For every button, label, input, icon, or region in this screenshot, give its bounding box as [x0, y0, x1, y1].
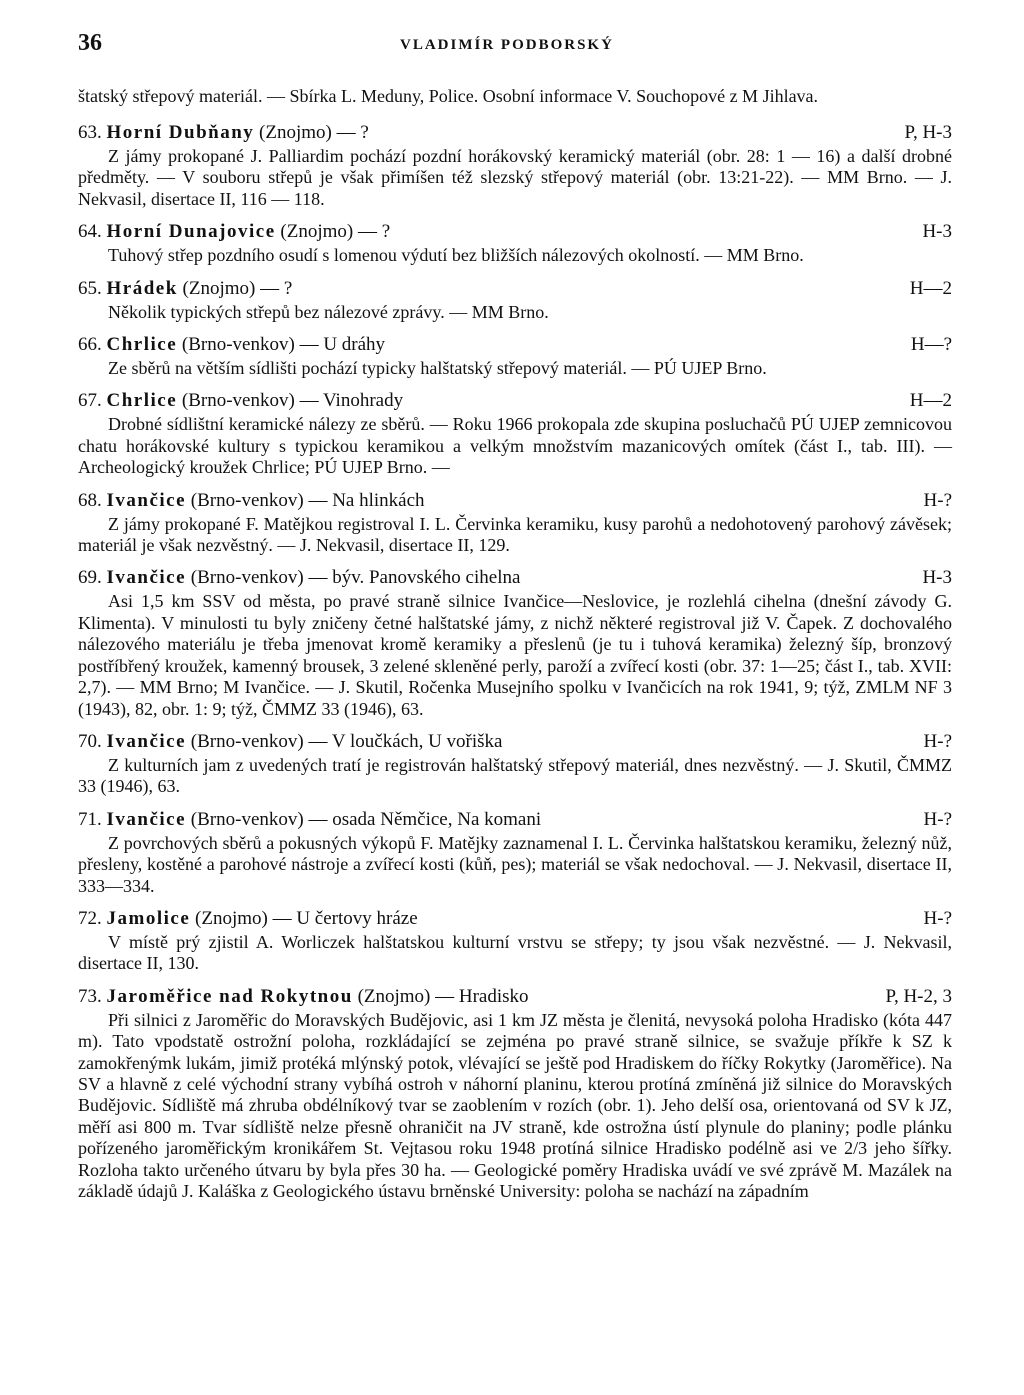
- entry-number: 64.: [78, 221, 107, 243]
- entry-heading: [78, 122, 952, 144]
- entry-location: (Brno-venkov) — V loučkách, U vořiška: [186, 730, 503, 752]
- entry-place: Jamolice: [106, 907, 191, 929]
- catalogue-entry: [78, 221, 952, 266]
- entry-text: Několik typických střepů bez nálezové zprávy. — MM Brno.: [108, 301, 549, 322]
- entry-location: (Znojmo) — ?: [254, 122, 369, 143]
- entry-text: Ze sběrů na větším sídlišti pochází typicky halštatský střepový materiál. — PÚ UJEP Brno.: [108, 358, 767, 379]
- entry-number: 69.: [78, 567, 107, 589]
- catalogue-entry: [78, 986, 952, 1203]
- entry-location: (Brno-venkov) — Vinohrady: [177, 390, 404, 412]
- entry-location: (Brno-venkov) — Na hlinkách: [186, 489, 425, 511]
- entry-code: H—2: [909, 390, 952, 412]
- entry-code: H—?: [910, 334, 952, 356]
- entry-place: Horní Dubňany: [106, 122, 255, 143]
- entry-number: 66.: [78, 334, 107, 356]
- entry-number: 70.: [78, 730, 107, 752]
- entry-location: (Brno-venkov) — osada Němčice, Na komani: [186, 808, 542, 830]
- entry-text: Při silnici z Jaroměřic do Moravských Budějovic, asi 1 km JZ města je členitá, nevysoká poloha Hradisko (kóta 447 m). Tato vpodstatě ostrožní poloha, rozkládající se zejména po pravé straně silnice, se svažuje příkře k SZ k zamokřenýmk lukám, jimiž protéká mlýnský potok, vlévající se ještě pod Hradiskem do říčky Rokytky (Jaroměřice). Na SV a hlavně z celé východní strany vybíhá ostroh v náhorní planinu, kterou protíná zmíněná již silnice do Moravských Budějovic. Sídliště má zhruba obdélníkový tvar se zaoblením v rozích (obr. 1). Jeho delší osa, orientovaná od SV k JZ, měří asi 800 m. Tvar sídliště nelze přesně ohraničit na JV straně, kde ostrožna ústí plynule do planiny; podle plánku pořízeného jaroměřickým kronikářem St. Vejtasou roku 1948 protíná silnice Hradisko podélně asi ve 2/3 jeho šířky. Rozloha takto určeného útvaru by byla přes 30 ha. — Geologické poměry Hradiska uvádí ve své zprávě M. Mazálek na základě údajů J. Kaláška z Geologického ústavu brněnské University: poloha se nachází na západním: [78, 1009, 952, 1201]
- entry-title: [78, 986, 529, 1008]
- entry-code: H-?: [923, 489, 952, 511]
- entry-number: 68.: [78, 489, 107, 511]
- entry-title: [78, 334, 385, 356]
- entry-number: 72.: [78, 907, 107, 929]
- catalogue-entry: [78, 490, 952, 557]
- entry-place: Horní Dunajovice: [106, 221, 276, 243]
- entry-code: H-?: [923, 808, 952, 830]
- entry-title: [78, 221, 390, 243]
- entry-code: H—2: [909, 277, 952, 299]
- entry-code: H-?: [923, 730, 952, 752]
- entry-title: [78, 908, 418, 930]
- entry-place: Jaroměřice nad Rokytnou: [106, 985, 353, 1007]
- entry-code: H-3: [922, 221, 952, 243]
- entry-location: (Brno-venkov) — býv. Panovského cihelna: [186, 567, 521, 589]
- entry-title: [78, 809, 541, 831]
- entry-place: Ivančice: [106, 567, 187, 589]
- entry-text: Z jámy prokopané J. Palliardim pochází pozdní horákovský keramický materiál (obr. 28: 1 — 16) a další drobné předměty. — V souboru střepů je však přimíšen též slezský střepový materiál (obr. 13:21-22). — MM Brno. — J. Nekvasil, disertace II, 116 — 118.: [78, 146, 952, 209]
- catalogue-entry: [78, 809, 952, 897]
- page-content: [78, 86, 952, 1213]
- entry-title: [78, 567, 520, 589]
- entry-location: (Znojmo) — ?: [177, 277, 293, 299]
- entry-heading: [78, 390, 952, 412]
- entry-heading: [78, 490, 952, 512]
- entry-text: Z kulturních jam z uvedených tratí je registrován halštatský střepový materiál, dnes nezvěstný. — J. Skutil, ČMMZ 33 (1946), 63.: [78, 754, 952, 797]
- entry-list: [78, 122, 952, 1202]
- entry-place: Chrlice: [106, 334, 178, 356]
- entry-number: 67.: [78, 390, 107, 412]
- entry-number: 73.: [78, 985, 107, 1007]
- entry-location: (Brno-venkov) — U dráhy: [177, 334, 386, 356]
- entry-title: [78, 390, 403, 412]
- catalogue-entry: [78, 908, 952, 975]
- entry-heading: [78, 278, 952, 300]
- entry-location: (Znojmo) — U čertovy hráze: [190, 907, 418, 929]
- entry-title: [78, 731, 502, 753]
- intro-paragraph: štatský střepový materiál. — Sbírka L. Meduny, Police. Osobní informace V. Souchopové z M Jihlava.: [78, 86, 819, 106]
- entry-text: Z povrchových sběrů a pokusných výkopů F. Matějky zaznamenal I. L. Červinka halštatskou keramiku, železný nůž, přesleny, kostěné a parohové nástroje a zvířecí kosti (kůň, pes); materiál se však nedochoval. — J. Nekvasil, disertace II, 333—334.: [78, 832, 952, 896]
- entry-text: Drobné sídlištní keramické nálezy ze sběrů. — Roku 1966 prokopala zde skupina posluchačů PÚ UJEP zemnicovou chatu horákovské kultury s typickou keramikou a velkým množstvím mazanicových omítek (část I., tab. III). — Archeologický kroužek Chrlice; PÚ UJEP Brno. —: [78, 414, 952, 478]
- entry-heading: [78, 809, 952, 831]
- entry-code: H-?: [923, 907, 952, 929]
- entry-heading: [78, 908, 952, 930]
- entry-heading: [78, 986, 952, 1008]
- entry-place: Ivančice: [106, 730, 187, 752]
- entry-heading: [78, 567, 952, 589]
- catalogue-entry: [78, 390, 952, 478]
- entry-place: Hrádek: [106, 277, 178, 299]
- page-header: [78, 30, 952, 64]
- running-head: VLADIMÍR PODBORSKÝ: [400, 37, 614, 53]
- entry-code: H-3: [922, 567, 952, 589]
- entry-place: Ivančice: [106, 489, 187, 511]
- entry-title: [78, 490, 425, 512]
- entry-location: (Znojmo) — ?: [275, 221, 391, 243]
- catalogue-entry: [78, 567, 952, 719]
- page-number: 36: [78, 30, 102, 56]
- entry-code: P, H-2, 3: [885, 985, 952, 1007]
- catalogue-entry: [78, 334, 952, 379]
- entry-place: Chrlice: [106, 390, 178, 412]
- entry-heading: [78, 334, 952, 356]
- entry-heading: [78, 221, 952, 243]
- entry-text: Z jámy prokopané F. Matějkou registroval I. L. Červinka keramiku, kusy parohů a nedohotovený parohový závěsek; materiál je však nezvěstný. — J. Nekvasil, disertace II, 129.: [78, 513, 952, 556]
- entry-text: Asi 1,5 km SSV od města, po pravé straně silnice Ivančice—Neslovice, je rozlehlá cihelna (dnešní závody G. Klimenta). V minulosti tu byly zničeny četné halštatské jámy, z nichž některé registroval již V. Čapek. Z dochovalého nálezového materiálu je třeba jmenovat kromě keramiky a přeslenů (je tu i tuhová keramika) železný šíp, bronzový postříbřený kroužek, kamenný brousek, 3 zelené skleněné perly, paroží a zvířecí kosti (obr. 37: 1—25; část I., tab. XVII: 2,7). — MM Brno; M Ivančice. — J. Skutil, Ročenka Musejního spolku v Ivančicích na rok 1941, 9; týž, ZMLM NF 3 (1943), 82, obr. 1: 9; týž, ČMMZ 33 (1946), 63.: [78, 591, 952, 719]
- entry-title: [78, 278, 292, 300]
- entry-heading: [78, 731, 952, 753]
- entry-text: Tuhový střep pozdního osudí s lomenou výdutí bez bližších nálezových okolností. — MM Brno.: [108, 245, 804, 266]
- entry-title: [78, 122, 369, 144]
- entry-number: 63.: [78, 122, 107, 143]
- catalogue-entry: [78, 731, 952, 798]
- entry-place: Ivančice: [106, 808, 187, 830]
- entry-number: 71.: [78, 808, 107, 830]
- entry-text: V místě prý zjistil A. Worliczek halštatskou kulturní vrstvu se střepy; ty jsou však nezvěstné. — J. Nekvasil, disertace II, 130.: [78, 931, 952, 974]
- entry-code: P, H-3: [904, 122, 952, 143]
- entry-location: (Znojmo) — Hradisko: [352, 985, 529, 1007]
- catalogue-entry: [78, 122, 952, 210]
- entry-number: 65.: [78, 277, 107, 299]
- catalogue-entry: [78, 278, 952, 323]
